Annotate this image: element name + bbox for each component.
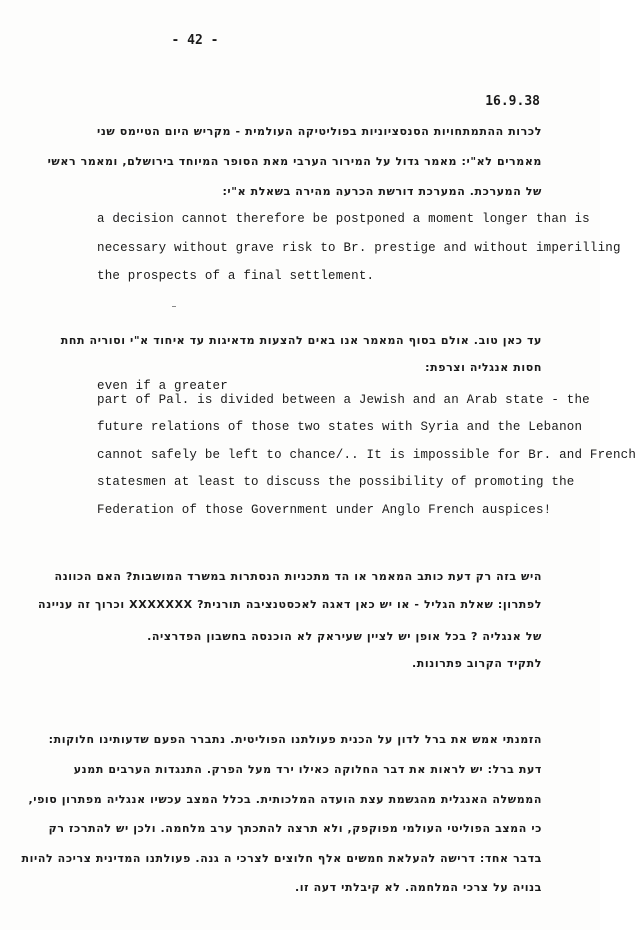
text-line: necessary without grave risk to Br. prestige and without imperilling [97,241,621,255]
text-line: בדבר אחד: דרישה להעלאת חמשים אלף חלוצים לצרכי ה גנה. פעולתנו המדינית צריכה להיות [21,852,542,865]
text-line: לתקיד הקרוב פתרונות. [412,657,542,670]
text-line: Federation of those Government under Anglo French auspices! [97,503,552,517]
text-line: חסות אנגליה וצרפת: [425,361,542,374]
text-line: כי המצב הפוליטי העולמי מפוקפק, ולא תרצה להתכתך ערב מלחמה. ולכן יש להתרכז רק [48,822,542,835]
text-line: even if a greater [97,379,228,393]
text-line: הזמנתי אמש את ברל לדון על הכנית פעולתנו הפוליטית. נתברר הפעם שדעותינו חלוקות: [48,733,542,746]
text-line: של אנגליה ? בכל אופן יש לציין שעיראק לא הוכנסה בחשבון הפדרציה. [147,630,542,643]
text-line: הממשלה האנגלית מהגשמת עצת הועדה המלכותית. בכלל המצב עכשיו אנגליה מפתרון סופי, [28,793,542,806]
text-line: future relations of those two states with Syria and the Lebanon [97,420,583,434]
text-line: statesmen at least to discuss the possibility of promoting the [97,475,575,489]
text-line: the prospects of a final settlement. [97,269,375,283]
page-number: - 42 - [171,33,219,48]
text-line: בנויה על צרכי המלחמה. לא קיבלתי דעה זו. [295,881,542,894]
text-line: לפתרון: שאלת הגליל - או יש כאן דאגה לאכסטנציבה תורנית? XXXXXXX וכרוך זה עניינה [38,598,542,611]
text-line: של המערכת. המערכת דורשת הכרעה מהירה בשאלת א"י: [222,185,542,198]
stray-mark [172,306,176,307]
text-line: מאמרים לא"י: מאמר גדול על המירור הערבי מאת הסופר המיוחד בירושלם, ומאמר ראשי [47,155,542,168]
text-line: עד כאן טוב. אולם בסוף המאמר אנו באים להצעות מדאיגות עד איחוד א"י וסוריה תחת [60,334,542,347]
text-line: היש בזה רק דעת כותב המאמר או הד מתכניות הנסתרות במשרד המושבות? האם הכוונה [54,570,542,583]
text-line: דעת ברל: יש לראות את דבר החלוקה כאילו ירד מעל הפרק. התנגדות הערבים תמנע [73,763,542,776]
text-line: a decision cannot therefore be postponed a moment longer than is [97,212,590,226]
diary-date: 16.9.38 [485,94,540,109]
text-line: part of Pal. is divided between a Jewish and an Arab state - the [97,393,590,407]
text-line: cannot safely be left to chance/.. It is impossible for Br. and French [97,448,636,462]
text-line: לכרות ההתמתחויות הסנסציוניות בפוליטיקה העולמית - מקריש היום הטיימס שני [96,125,542,138]
